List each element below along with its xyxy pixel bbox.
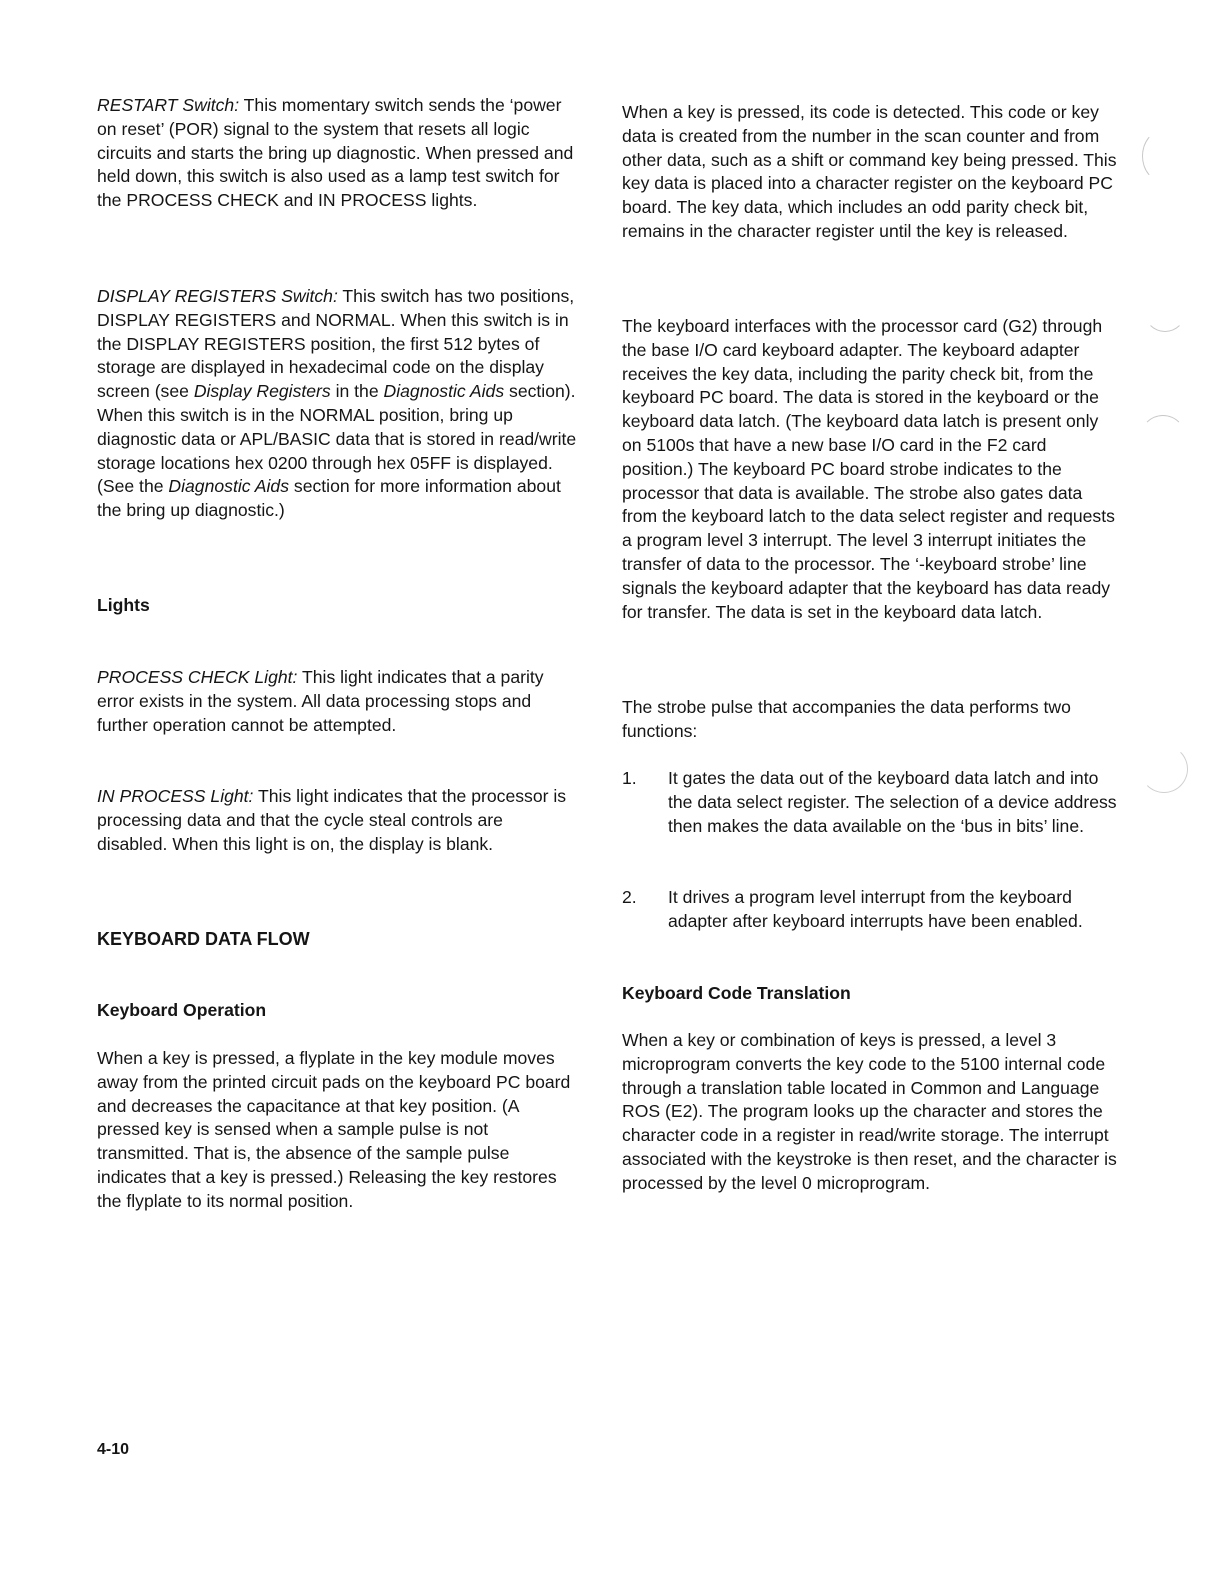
restart-switch-paragraph xyxy=(97,94,577,213)
display-registers-text-2: in the xyxy=(330,381,384,402)
list-item xyxy=(622,767,1120,838)
display-registers-ref-2: Diagnostic Aids xyxy=(383,381,505,402)
list-item xyxy=(622,886,1120,934)
display-registers-text-4: section for more information about the bring up diagnostic.) xyxy=(97,476,561,521)
scan-mark-decoration xyxy=(1140,745,1188,793)
display-registers-ref-3: Diagnostic Aids xyxy=(168,476,290,497)
process-check-text: This light indicates that a parity error exists in the system. All data processing stops and further operation cannot be attempted. xyxy=(97,667,544,735)
list-item-number: 1. xyxy=(622,768,637,788)
in-process-paragraph xyxy=(97,785,577,856)
display-registers-ref-1: Display Registers xyxy=(193,381,331,402)
list-item-text: It gates the data out of the keyboard data latch and into the data select register. The selection of a device address then makes the data available on the ‘bus in bits’ line. xyxy=(668,768,1117,836)
keyboard-data-flow-heading: KEYBOARD DATA FLOW xyxy=(97,929,310,949)
restart-switch-term: RESTART Switch: xyxy=(97,95,240,115)
keyboard-code-translation-heading: Keyboard Code Translation xyxy=(622,983,851,1003)
keyboard-operation-heading: Keyboard Operation xyxy=(97,1000,267,1020)
process-check-term: PROCESS CHECK Light: xyxy=(97,667,298,687)
list-item-number: 2. xyxy=(622,887,637,907)
list-item-text: It drives a program level interrupt from the keyboard adapter after keyboard interrupts have been enabled. xyxy=(668,887,1083,931)
display-registers-text-1: This switch has two positions, DISPLAY REGISTERS and NORMAL. When this switch is in the DISPLAY REGISTERS position, the first 512 bytes of storage are displayed in hexadecimal code on the display screen (see xyxy=(97,286,575,402)
lights-heading: Lights xyxy=(97,595,150,615)
process-check-paragraph xyxy=(97,666,577,737)
scan-mark-decoration xyxy=(1140,415,1186,461)
in-process-text: This light indicates that the processor is processing data and that the cycle steal controls are disabled. When this light is on, the display is blank. xyxy=(97,786,567,854)
key-code-detection-paragraph: When a key is pressed, its code is detected. This code or key data is created from the number in the scan counter and from other data, such as a shift or command key being pressed. This key data is placed into a character register on the keyboard PC board. The key data, which includes an odd parity check bit, remains in the character register until the key is released. xyxy=(622,102,1117,241)
keyboard-code-translation-paragraph: When a key or combination of keys is pressed, a level 3 microprogram converts the key code to the 5100 internal code through a translation table located in Common and Language ROS (E2). The program looks up the character and stores the character code in a register in read/write storage. The interrupt associated with the keystroke is then reset, and the character is processed by the level 0 microprogram. xyxy=(622,1030,1117,1193)
restart-switch-text: This momentary switch sends the ‘power on reset’ (POR) signal to the system that resets all logic circuits and starts the bring up diagnostic. When pressed and held down, this switch is also used as a lamp test switch for the PROCESS CHECK and IN PROCESS lights. xyxy=(97,95,574,211)
scan-mark-decoration xyxy=(1142,130,1184,182)
strobe-pulse-paragraph: The strobe pulse that accompanies the data performs two functions: xyxy=(622,697,1071,741)
page-number: 4-10 xyxy=(97,1441,130,1458)
in-process-term: IN PROCESS Light: xyxy=(97,786,254,806)
keyboard-interface-paragraph: The keyboard interfaces with the processor card (G2) through the base I/O card keyboard adapter. The keyboard adapter receives the key data, including the parity check bit, from the keyboard PC board. The data is stored in the keyboard or the keyboard data latch. (The keyboard data latch is present only on 5100s that have a new base I/O card in the F2 card position.) The keyboard PC board strobe indicates to the processor that data is available. The strobe also gates data from the keyboard latch to the data select register and requests a program level 3 interrupt. The level 3 interrupt initiates the transfer of data to the processor. The ‘-keyboard strobe’ line signals the keyboard adapter that the keyboard has data ready for transfer. The data is set in the keyboard data latch. xyxy=(622,316,1115,622)
display-registers-paragraph xyxy=(97,285,577,523)
keyboard-operation-paragraph: When a key is pressed, a flyplate in the key module moves away from the printed circuit pads on the keyboard PC board and decreases the capacitance at that key position. (A pressed key is sensed when a sample pulse is not transmitted. That is, the absence of the sample pulse indicates that a key is pressed.) Releasing the key restores the flyplate to its normal position. xyxy=(97,1048,571,1211)
display-registers-term: DISPLAY REGISTERS Switch: xyxy=(97,286,338,306)
display-registers-text-3: section). When this switch is in the NORMAL position, bring up diagnostic data or APL/BASIC data that is stored in read/write storage locations hex 0200 through hex 05FF is displayed. (See the xyxy=(97,381,577,497)
scan-mark-decoration xyxy=(1144,290,1186,332)
